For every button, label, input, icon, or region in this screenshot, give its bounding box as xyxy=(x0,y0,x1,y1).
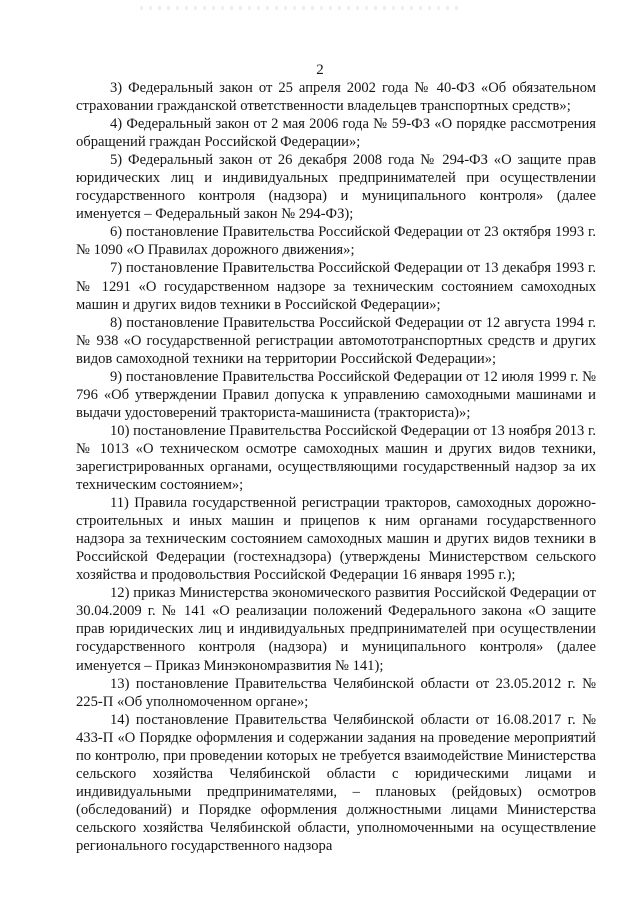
paragraph-item-11: 11) Правила государственной регистрации тракторов, самоходных дорожно-строительных и иных машин и прицепов к ним органами государственного надзора за техническим состоянием самоходных машин и других видов техники в Российской Федерации (гостехнадзора) (утверждены Министерством сельского хозяйства и продовольствия Российской Федерации 16 января 1995 г.); xyxy=(76,495,596,584)
paragraph-item-12: 12) приказ Министерства экономического развития Российской Федерации от 30.04.2009 г. № 141 «О реализации положений Федерального закона «О защите прав юридических лиц и индивидуальных предпринимателей при осуществлении государственного контроля (надзора) и муниципального контроля» (далее именуется – Приказ Минэкономразвития № 141); xyxy=(76,585,596,674)
paragraph-item-3: 3) Федеральный закон от 25 апреля 2002 года № 40-ФЗ «Об обязательном страховании гражданской ответственности владельцев транспортных средств»; xyxy=(76,80,596,115)
paragraph-item-8: 8) постановление Правительства Российской Федерации от 12 августа 1994 г. № 938 «О государственной регистрации автомототранспортных средств и других видов самоходной техники на территории Российской Федерации»; xyxy=(76,314,596,367)
paragraph-item-9: 9) постановление Правительства Российской Федерации от 12 июля 1999 г. № 796 «Об утверждении Правил допуска к управлению самоходными машинами и выдачи удостоверений тракториста-машиниста (тракториста)»; xyxy=(76,368,596,421)
paragraph-item-5: 5) Федеральный закон от 26 декабря 2008 года № 294-ФЗ «О защите прав юридических лиц и индивидуальных предпринимателей при осуществлении государственного контроля (надзора) и муниципального контроля» (далее именуется – Федеральный закон № 294-ФЗ); xyxy=(76,152,596,223)
paragraph-item-14: 14) постановление Правительства Челябинской области от 16.08.2017 г. № 433-П «О Порядке оформления и содержании задания на проведение мероприятий по контролю, при проведении которых не требуется взаимодействие Министерства сельского хозяйства Челябинской области с юридическими лицами и индивидуальными предпринимателями, – плановых (рейдовых) осмотров (обследований) и Порядке оформления должностными лицами Министерства сельского хозяйства Челябинской области, уполномоченными на осуществление регионального государственного надзора xyxy=(76,711,596,854)
paragraph-item-6: 6) постановление Правительства Российской Федерации от 23 октября 1993 г. № 1090 «О Правилах дорожного движения»; xyxy=(76,224,596,259)
paragraph-item-13: 13) постановление Правительства Челябинской области от 23.05.2012 г. № 225-П «Об уполномоченном органе»; xyxy=(76,675,596,710)
page-number: 2 xyxy=(316,62,324,78)
paragraph-item-7: 7) постановление Правительства Российской Федерации от 13 декабря 1993 г. № 1291 «О государственном надзоре за техническим состоянием самоходных машин и других видов техники в Российской Федерации»; xyxy=(76,260,596,313)
paragraph-item-4: 4) Федеральный закон от 2 мая 2006 года № 59-ФЗ «О порядке рассмотрения обращений граждан Российской Федерации»; xyxy=(76,116,596,151)
paragraph-item-10: 10) постановление Правительства Российской Федерации от 13 ноября 2013 г. № 1013 «О техническом осмотре самоходных машин и других видов техники, зарегистрированных органами, осуществляющими государственный надзор за их техническим состоянием»; xyxy=(76,422,596,494)
scan-artifact xyxy=(140,6,460,10)
document-body xyxy=(76,79,596,855)
